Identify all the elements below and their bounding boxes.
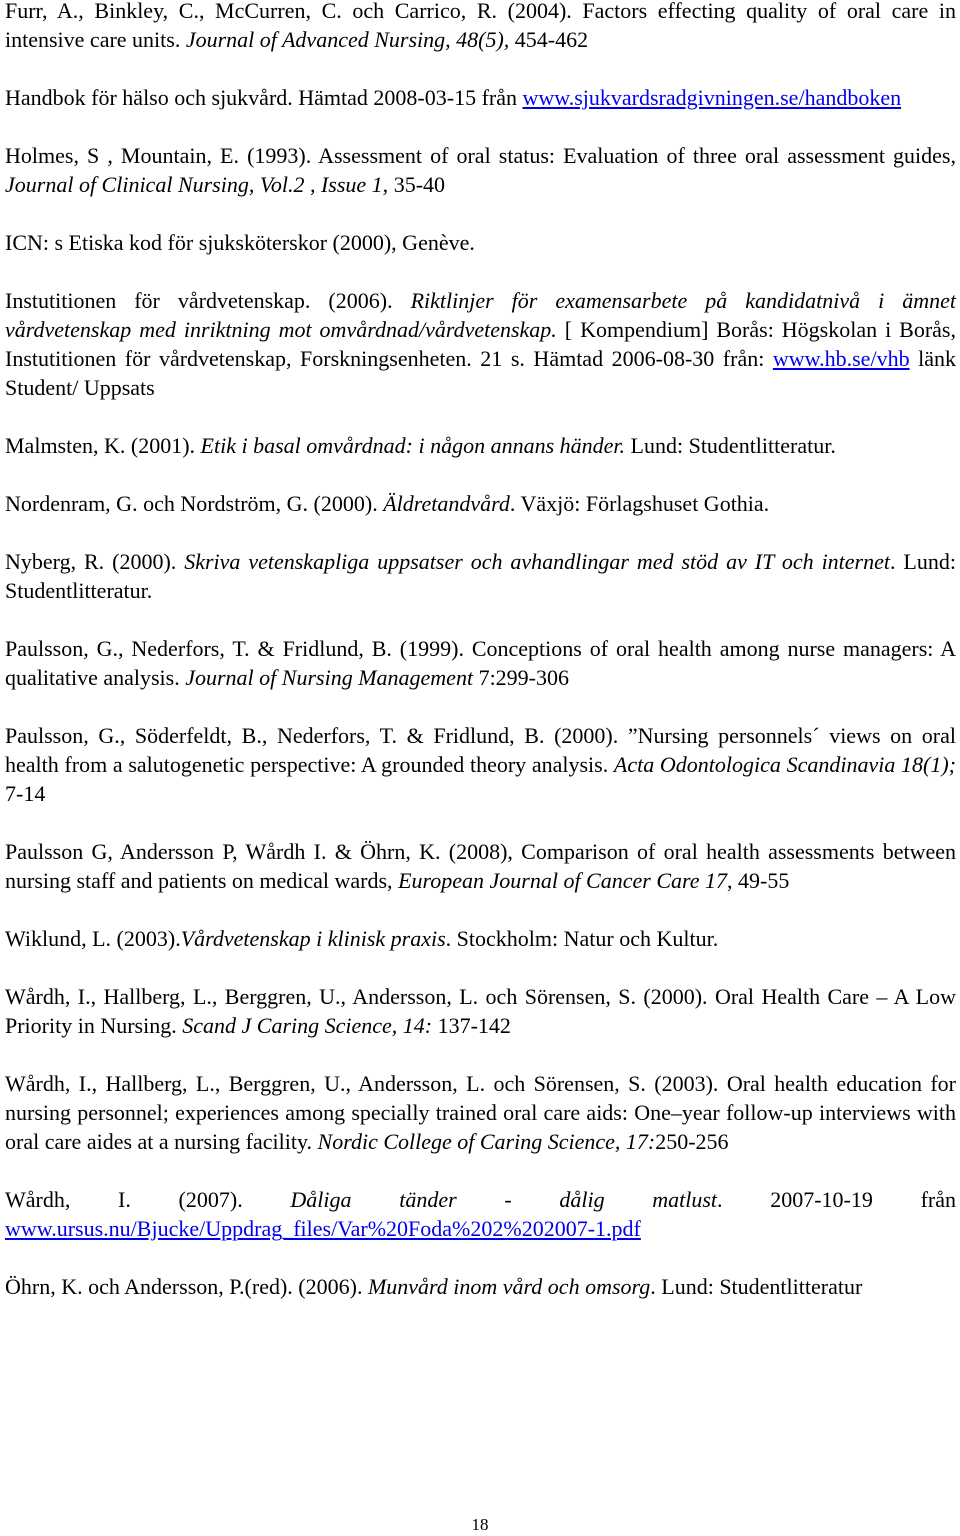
reference-list <box>5 0 956 1330</box>
reference-icn <box>5 228 956 257</box>
reference-title-italic: Acta Odontologica Scandinavia 18(1); <box>613 752 956 777</box>
reference-malmsten <box>5 431 956 460</box>
reference-paulsson-2000 <box>5 721 956 808</box>
reference-title-italic: Etik i basal omvårdnad: i någon annans händer. <box>200 433 626 458</box>
page-number: 18 <box>471 1515 489 1534</box>
reference-text: Lund: Studentlitteratur. <box>625 433 836 458</box>
reference-paulsson-1999 <box>5 634 956 692</box>
reference-title-italic: Scand J Caring Science, 14: <box>182 1013 433 1038</box>
reference-text: Nyberg, R. (2000). <box>5 549 185 574</box>
reference-text: Öhrn, K. och Andersson, P.(red). (2006). <box>5 1274 368 1299</box>
reference-ohrn <box>5 1272 956 1301</box>
reference-text: Paulsson, G., Nederfors, T. & Fridlund, B. (1999). Conceptions of oral health among nurse managers: A qualitative analysis. <box>5 636 956 690</box>
reference-text: Nordenram, G. och Nordström, G. (2000). <box>5 491 384 516</box>
reference-wiklund <box>5 924 956 953</box>
reference-furr <box>5 0 956 54</box>
reference-text: Wiklund, L. (2003). <box>5 926 181 951</box>
reference-text: Instutitionen för vårdvetenskap. (2006). <box>5 288 411 313</box>
reference-text: Wårdh, I. (2007). <box>5 1187 291 1212</box>
reference-text: 7-14 <box>5 781 46 806</box>
reference-title-italic: Munvård inom vård och omsorg <box>367 1274 651 1299</box>
reference-paulsson-2008 <box>5 837 956 895</box>
reference-institutionen <box>5 286 956 402</box>
reference-text: Paulsson G, Andersson P, Wårdh I. & Öhrn, K. (2008), Comparison of oral health assessments between nursing staff and patients on medical wards, <box>5 839 956 893</box>
reference-text: . Växjö: Förlagshuset Gothia. <box>509 491 770 516</box>
reference-text: Wårdh, I., Hallberg, L., Berggren, U., Andersson, L. och Sörensen, S. (2000). Oral Health Care – A Low Priority in Nursing. <box>5 984 956 1038</box>
reference-text: 250-256 <box>655 1129 729 1154</box>
reference-text: länk Student/ Uppsats <box>5 346 956 400</box>
reference-text: Wårdh, I., Hallberg, L., Berggren, U., Andersson, L. och Sörensen, S. (2003). Oral health education for nursing personnel; experiences among specially trained oral care aids: One–year follow-up interviews with oral care aides at a nursing facility. <box>5 1071 956 1154</box>
reference-title-italic: European Journal of Cancer Care 17 <box>398 868 728 893</box>
reference-title-italic: Journal of Advanced Nursing, 48(5), <box>185 27 515 52</box>
reference-text: . Stockholm: Natur och Kultur. <box>445 926 719 951</box>
reference-title-italic: Dåliga tänder - dålig matlust <box>290 1187 718 1212</box>
reference-text: Paulsson, G., Söderfeldt, B., Nederfors, T. & Fridlund, B. (2000). ”Nursing personnels´ views on oral health from a salutogenetic perspective: A grounded theory analysis. <box>5 723 956 777</box>
reference-text: Holmes, S , Mountain, E. (1993). Assessment of oral status: Evaluation of three oral assessment guides, <box>5 143 956 168</box>
reference-wardh-2003 <box>5 1069 956 1156</box>
reference-title-italic: Journal of Nursing Management <box>185 665 479 690</box>
reference-wardh-2000 <box>5 982 956 1040</box>
reference-handbok <box>5 83 956 112</box>
reference-text: . Lund: Studentlitteratur. <box>5 549 956 603</box>
reference-text: Handbok för hälso och sjukvård. Hämtad 2008-03-15 från <box>5 85 523 110</box>
reference-text: Furr, A., Binkley, C., McCurren, C. och Carrico, R. (2004). Factors effecting quality of oral care in intensive care units. <box>5 0 956 52</box>
reference-text: 35-40 <box>393 172 446 197</box>
reference-text: ICN: s Etiska kod för sjuksköterskor (2000), Genève. <box>5 230 475 255</box>
reference-text: . Lund: Studentlitteratur <box>650 1274 863 1299</box>
reference-title-italic: Nordic College of Caring Science, 17: <box>317 1129 656 1154</box>
reference-title-italic: Skriva vetenskapliga uppsatser och avhandlingar med stöd av IT och internet <box>184 549 890 574</box>
reference-title-italic: Äldretandvård <box>383 491 510 516</box>
reference-text: 137-142 <box>432 1013 511 1038</box>
reference-title-italic: Journal of Clinical Nursing, Vol.2 , Issue 1, <box>5 172 394 197</box>
reference-nordenram <box>5 489 956 518</box>
reference-holmes <box>5 141 956 199</box>
reference-text: [ Kompendium] Borås: Högskolan i Borås, Instutitionen för vårdvetenskap, Forskningsenheten. 21 s. Hämtad 2006-08-30 från: <box>5 317 956 371</box>
reference-text: , 49-55 <box>727 868 790 893</box>
reference-wardh-2007 <box>5 1185 956 1243</box>
reference-link[interactable]: www.sjukvardsradgivningen.se/handboken <box>522 85 902 110</box>
reference-title-italic: Riktlinjer för examensarbete på kandidatnivå i ämnet vårdvetenskap med inriktning mot omvårdnad/vårdvetenskap. <box>5 288 956 342</box>
reference-text: . 2007-10-19 från <box>717 1187 956 1212</box>
reference-link[interactable]: www.ursus.nu/Bjucke/Uppdrag_files/Var%20Foda%202%202007-1.pdf <box>5 1216 641 1241</box>
reference-text: Malmsten, K. (2001). <box>5 433 201 458</box>
reference-link[interactable]: www.hb.se/vhb <box>772 346 910 371</box>
reference-nyberg <box>5 547 956 605</box>
reference-text: 454-462 <box>514 27 589 52</box>
reference-text: 7:299-306 <box>478 665 570 690</box>
reference-title-italic: Vårdvetenskap i klinisk praxis <box>180 926 446 951</box>
